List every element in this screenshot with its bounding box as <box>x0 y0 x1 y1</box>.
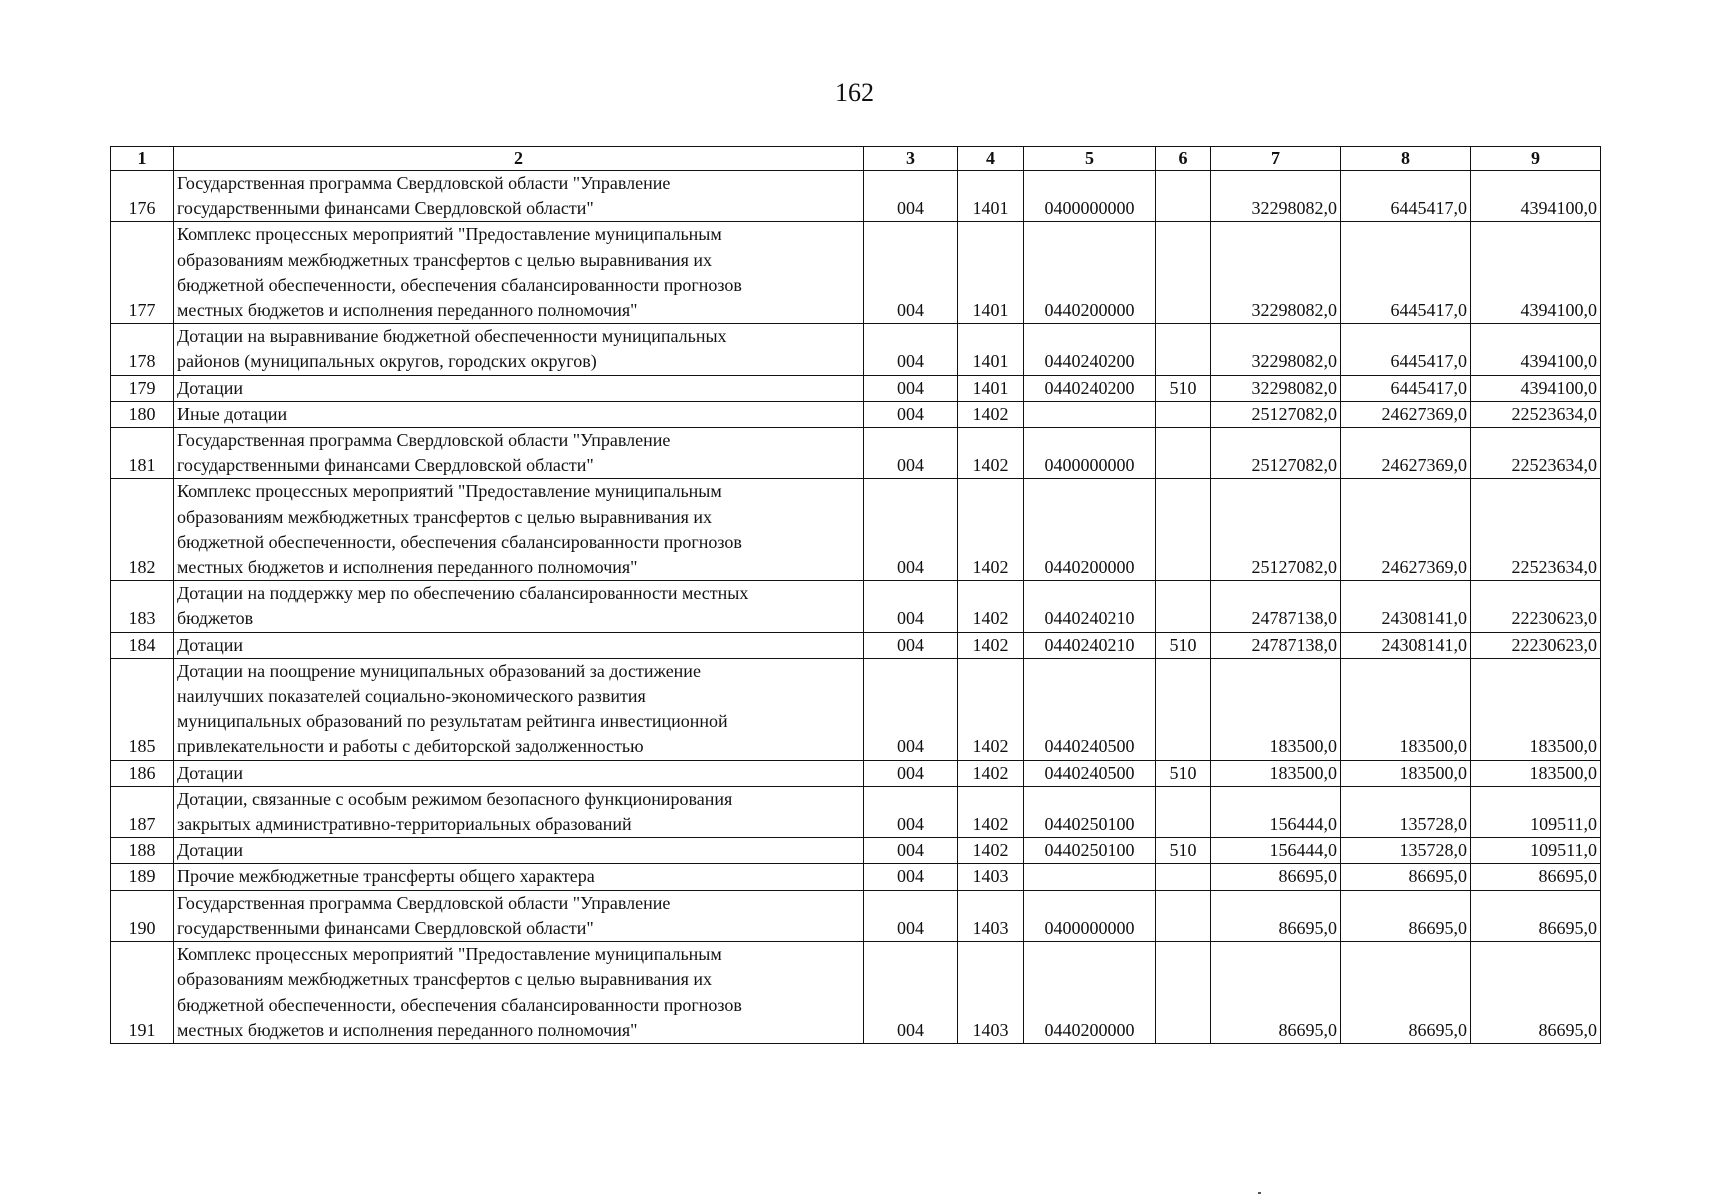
table-row <box>111 428 1601 479</box>
row-name-line: местных бюджетов и исполнения переданного полномочия" <box>177 300 638 321</box>
row-name <box>174 658 864 760</box>
table-row <box>111 942 1601 1044</box>
row-name <box>174 632 864 658</box>
target-article-code: 0400000000 <box>1024 890 1156 941</box>
target-article-code: 0440200000 <box>1024 479 1156 581</box>
header-cell: 6 <box>1156 147 1211 171</box>
row-number: 191 <box>111 942 174 1044</box>
section-code: 1402 <box>958 401 1024 427</box>
header-cell: 8 <box>1341 147 1471 171</box>
row-name-line: Дотации на поддержку мер по обеспечению сбалансированности местных <box>177 583 749 604</box>
header-cell: 7 <box>1211 147 1341 171</box>
row-name <box>174 942 864 1044</box>
amount-col-8: 6445417,0 <box>1341 171 1471 222</box>
target-article-code <box>1024 401 1156 427</box>
row-name-line: Дотации на выравнивание бюджетной обеспеченности муниципальных <box>177 326 727 347</box>
amount-col-9: 4394100,0 <box>1471 324 1601 375</box>
target-article-code: 0440200000 <box>1024 222 1156 324</box>
row-name-line: муниципальных образований по результатам рейтинга инвестиционной <box>177 711 728 732</box>
header-cell: 3 <box>864 147 958 171</box>
amount-col-9: 86695,0 <box>1471 890 1601 941</box>
target-article-code <box>1024 864 1156 890</box>
section-code: 1403 <box>958 864 1024 890</box>
header-row <box>111 147 1601 171</box>
section-code: 1403 <box>958 942 1024 1044</box>
row-name-line: закрытых административно-территориальных образований <box>177 814 632 835</box>
header-cell: 2 <box>174 147 864 171</box>
ministry-code: 004 <box>864 760 958 786</box>
row-name <box>174 401 864 427</box>
amount-col-9: 4394100,0 <box>1471 171 1601 222</box>
amount-col-7: 32298082,0 <box>1211 375 1341 401</box>
ministry-code: 004 <box>864 401 958 427</box>
expense-type-code: 510 <box>1156 375 1211 401</box>
target-article-code: 0440240210 <box>1024 581 1156 632</box>
row-name-line: бюджетной обеспеченности, обеспечения сбалансированности прогнозов <box>177 531 742 552</box>
row-name-line: Комплекс процессных мероприятий "Предоставление муниципальным <box>177 481 722 502</box>
row-name-line: Дотации <box>177 377 244 398</box>
amount-col-8: 183500,0 <box>1341 658 1471 760</box>
amount-col-7: 32298082,0 <box>1211 324 1341 375</box>
row-name-line: Государственная программа Свердловской области "Управление <box>177 173 671 193</box>
target-article-code: 0440200000 <box>1024 942 1156 1044</box>
row-name <box>174 581 864 632</box>
ministry-code: 004 <box>864 324 958 375</box>
amount-col-7: 86695,0 <box>1211 942 1341 1044</box>
row-name-line: бюджетов <box>177 608 254 629</box>
row-name <box>174 428 864 479</box>
expense-type-code <box>1156 479 1211 581</box>
expense-type-code <box>1156 942 1211 1044</box>
amount-col-8: 135728,0 <box>1341 786 1471 837</box>
table-row <box>111 838 1601 864</box>
section-code: 1401 <box>958 171 1024 222</box>
amount-col-7: 183500,0 <box>1211 658 1341 760</box>
amount-col-9: 109511,0 <box>1471 786 1601 837</box>
table-row <box>111 632 1601 658</box>
amount-col-9: 22523634,0 <box>1471 401 1601 427</box>
row-name-line: образованиям межбюджетных трансфертов с целью выравнивания их <box>177 969 713 990</box>
row-number: 180 <box>111 401 174 427</box>
table-row <box>111 581 1601 632</box>
row-name-line: государственными финансами Свердловской области" <box>177 198 594 219</box>
table-row <box>111 222 1601 324</box>
ministry-code: 004 <box>864 658 958 760</box>
amount-col-7: 25127082,0 <box>1211 479 1341 581</box>
amount-col-7: 156444,0 <box>1211 838 1341 864</box>
row-name-line: Дотации, связанные с особым режимом безопасного функционирования <box>177 788 733 809</box>
row-number: 188 <box>111 838 174 864</box>
amount-col-8: 135728,0 <box>1341 838 1471 864</box>
table-row <box>111 760 1601 786</box>
expense-type-code: 510 <box>1156 632 1211 658</box>
ministry-code: 004 <box>864 864 958 890</box>
ministry-code: 004 <box>864 942 958 1044</box>
amount-col-8: 86695,0 <box>1341 942 1471 1044</box>
section-code: 1402 <box>958 428 1024 479</box>
table-row <box>111 324 1601 375</box>
row-name-line: Иные дотации <box>177 403 288 424</box>
target-article-code: 0400000000 <box>1024 171 1156 222</box>
amount-col-8: 86695,0 <box>1341 864 1471 890</box>
amount-col-9: 22523634,0 <box>1471 428 1601 479</box>
target-article-code: 0440240210 <box>1024 632 1156 658</box>
expense-type-code <box>1156 222 1211 324</box>
row-name-line: Государственная программа Свердловской области "Управление <box>177 430 671 451</box>
section-code: 1402 <box>958 760 1024 786</box>
table-row <box>111 479 1601 581</box>
amount-col-8: 183500,0 <box>1341 760 1471 786</box>
target-article-code: 0440240500 <box>1024 658 1156 760</box>
amount-col-8: 24627369,0 <box>1341 479 1471 581</box>
row-name <box>174 479 864 581</box>
row-name <box>174 760 864 786</box>
amount-col-7: 25127082,0 <box>1211 401 1341 427</box>
amount-col-9: 86695,0 <box>1471 942 1601 1044</box>
row-name-line: Государственная программа Свердловской области "Управление <box>177 892 671 913</box>
row-name <box>174 890 864 941</box>
amount-col-8: 6445417,0 <box>1341 324 1471 375</box>
ministry-code: 004 <box>864 632 958 658</box>
section-code: 1401 <box>958 375 1024 401</box>
ministry-code: 004 <box>864 375 958 401</box>
row-name-line: образованиям межбюджетных трансфертов с целью выравнивания их <box>177 506 713 527</box>
amount-col-9: 109511,0 <box>1471 838 1601 864</box>
expense-type-code: 510 <box>1156 838 1211 864</box>
row-number: 186 <box>111 760 174 786</box>
section-code: 1402 <box>958 786 1024 837</box>
row-number: 185 <box>111 658 174 760</box>
table-row <box>111 786 1601 837</box>
row-name-line: Дотации <box>177 840 244 861</box>
ministry-code: 004 <box>864 581 958 632</box>
section-code: 1402 <box>958 479 1024 581</box>
budget-table <box>110 146 1601 1044</box>
ministry-code: 004 <box>864 890 958 941</box>
amount-col-8: 24627369,0 <box>1341 401 1471 427</box>
ministry-code: 004 <box>864 479 958 581</box>
ministry-code: 004 <box>864 428 958 479</box>
amount-col-9: 86695,0 <box>1471 864 1601 890</box>
amount-col-8: 6445417,0 <box>1341 222 1471 324</box>
expense-type-code: 510 <box>1156 760 1211 786</box>
row-name-line: бюджетной обеспеченности, обеспечения сбалансированности прогнозов <box>177 274 742 295</box>
section-code: 1401 <box>958 222 1024 324</box>
table-row <box>111 864 1601 890</box>
row-name-line: Дотации <box>177 762 244 783</box>
row-name-line: Комплекс процессных мероприятий "Предоставление муниципальным <box>177 224 722 245</box>
amount-col-7: 86695,0 <box>1211 864 1341 890</box>
amount-col-7: 156444,0 <box>1211 786 1341 837</box>
expense-type-code <box>1156 658 1211 760</box>
header-cell: 1 <box>111 147 174 171</box>
amount-col-9: 4394100,0 <box>1471 222 1601 324</box>
row-name-line: образованиям межбюджетных трансфертов с целью выравнивания их <box>177 249 713 270</box>
expense-type-code <box>1156 581 1211 632</box>
expense-type-code <box>1156 171 1211 222</box>
row-name <box>174 222 864 324</box>
scan-speck <box>1258 1192 1261 1194</box>
expense-type-code <box>1156 786 1211 837</box>
row-name <box>174 375 864 401</box>
amount-col-9: 183500,0 <box>1471 658 1601 760</box>
amount-col-9: 22523634,0 <box>1471 479 1601 581</box>
row-name <box>174 786 864 837</box>
amount-col-8: 24627369,0 <box>1341 428 1471 479</box>
amount-col-8: 6445417,0 <box>1341 375 1471 401</box>
row-name <box>174 838 864 864</box>
row-name <box>174 864 864 890</box>
amount-col-9: 22230623,0 <box>1471 581 1601 632</box>
header-cell: 5 <box>1024 147 1156 171</box>
expense-type-code <box>1156 401 1211 427</box>
section-code: 1402 <box>958 632 1024 658</box>
row-name-line: государственными финансами Свердловской области" <box>177 455 594 476</box>
row-name <box>174 171 864 222</box>
row-number: 181 <box>111 428 174 479</box>
amount-col-7: 183500,0 <box>1211 760 1341 786</box>
amount-col-7: 86695,0 <box>1211 890 1341 941</box>
row-name <box>174 324 864 375</box>
row-name-line: наилучших показателей социально-экономического развития <box>177 686 646 707</box>
row-number: 182 <box>111 479 174 581</box>
amount-col-8: 24308141,0 <box>1341 632 1471 658</box>
amount-col-8: 24308141,0 <box>1341 581 1471 632</box>
row-number: 190 <box>111 890 174 941</box>
row-number: 178 <box>111 324 174 375</box>
table-row <box>111 171 1601 222</box>
row-number: 177 <box>111 222 174 324</box>
row-name-line: Дотации на поощрение муниципальных образований за достижение <box>177 660 701 681</box>
header-cell: 9 <box>1471 147 1601 171</box>
ministry-code: 004 <box>864 222 958 324</box>
table-row <box>111 890 1601 941</box>
row-number: 176 <box>111 171 174 222</box>
expense-type-code <box>1156 324 1211 375</box>
target-article-code: 0400000000 <box>1024 428 1156 479</box>
expense-type-code <box>1156 864 1211 890</box>
row-number: 183 <box>111 581 174 632</box>
amount-col-8: 86695,0 <box>1341 890 1471 941</box>
row-number: 179 <box>111 375 174 401</box>
table-row <box>111 658 1601 760</box>
row-number: 187 <box>111 786 174 837</box>
ministry-code: 004 <box>864 838 958 864</box>
row-name-line: местных бюджетов и исполнения переданного полномочия" <box>177 1019 638 1040</box>
row-name-line: районов (муниципальных округов, городских округов) <box>177 351 597 372</box>
table-row <box>111 375 1601 401</box>
section-code: 1402 <box>958 838 1024 864</box>
row-number: 184 <box>111 632 174 658</box>
row-name-line: привлекательности и работы с дебиторской задолженностью <box>177 736 644 757</box>
row-name-line: местных бюджетов и исполнения переданного полномочия" <box>177 557 638 578</box>
row-number: 189 <box>111 864 174 890</box>
section-code: 1402 <box>958 658 1024 760</box>
target-article-code: 0440250100 <box>1024 838 1156 864</box>
header-cell: 4 <box>958 147 1024 171</box>
amount-col-9: 4394100,0 <box>1471 375 1601 401</box>
amount-col-7: 24787138,0 <box>1211 581 1341 632</box>
ministry-code: 004 <box>864 171 958 222</box>
amount-col-7: 32298082,0 <box>1211 171 1341 222</box>
target-article-code: 0440240200 <box>1024 375 1156 401</box>
expense-type-code <box>1156 428 1211 479</box>
target-article-code: 0440240500 <box>1024 760 1156 786</box>
target-article-code: 0440240200 <box>1024 324 1156 375</box>
expense-type-code <box>1156 890 1211 941</box>
target-article-code: 0440250100 <box>1024 786 1156 837</box>
table-body <box>111 171 1601 1044</box>
row-name-line: Дотации <box>177 634 244 655</box>
amount-col-9: 183500,0 <box>1471 760 1601 786</box>
row-name-line: государственными финансами Свердловской области" <box>177 917 594 938</box>
row-name-line: Прочие межбюджетные трансферты общего характера <box>177 866 595 887</box>
section-code: 1403 <box>958 890 1024 941</box>
amount-col-7: 24787138,0 <box>1211 632 1341 658</box>
row-name-line: бюджетной обеспеченности, обеспечения сбалансированности прогнозов <box>177 994 742 1015</box>
section-code: 1401 <box>958 324 1024 375</box>
amount-col-7: 25127082,0 <box>1211 428 1341 479</box>
amount-col-7: 32298082,0 <box>1211 222 1341 324</box>
section-code: 1402 <box>958 581 1024 632</box>
amount-col-9: 22230623,0 <box>1471 632 1601 658</box>
table-row <box>111 401 1601 427</box>
ministry-code: 004 <box>864 786 958 837</box>
row-name-line: Комплекс процессных мероприятий "Предоставление муниципальным <box>177 944 722 965</box>
page-number: 162 <box>835 78 874 107</box>
